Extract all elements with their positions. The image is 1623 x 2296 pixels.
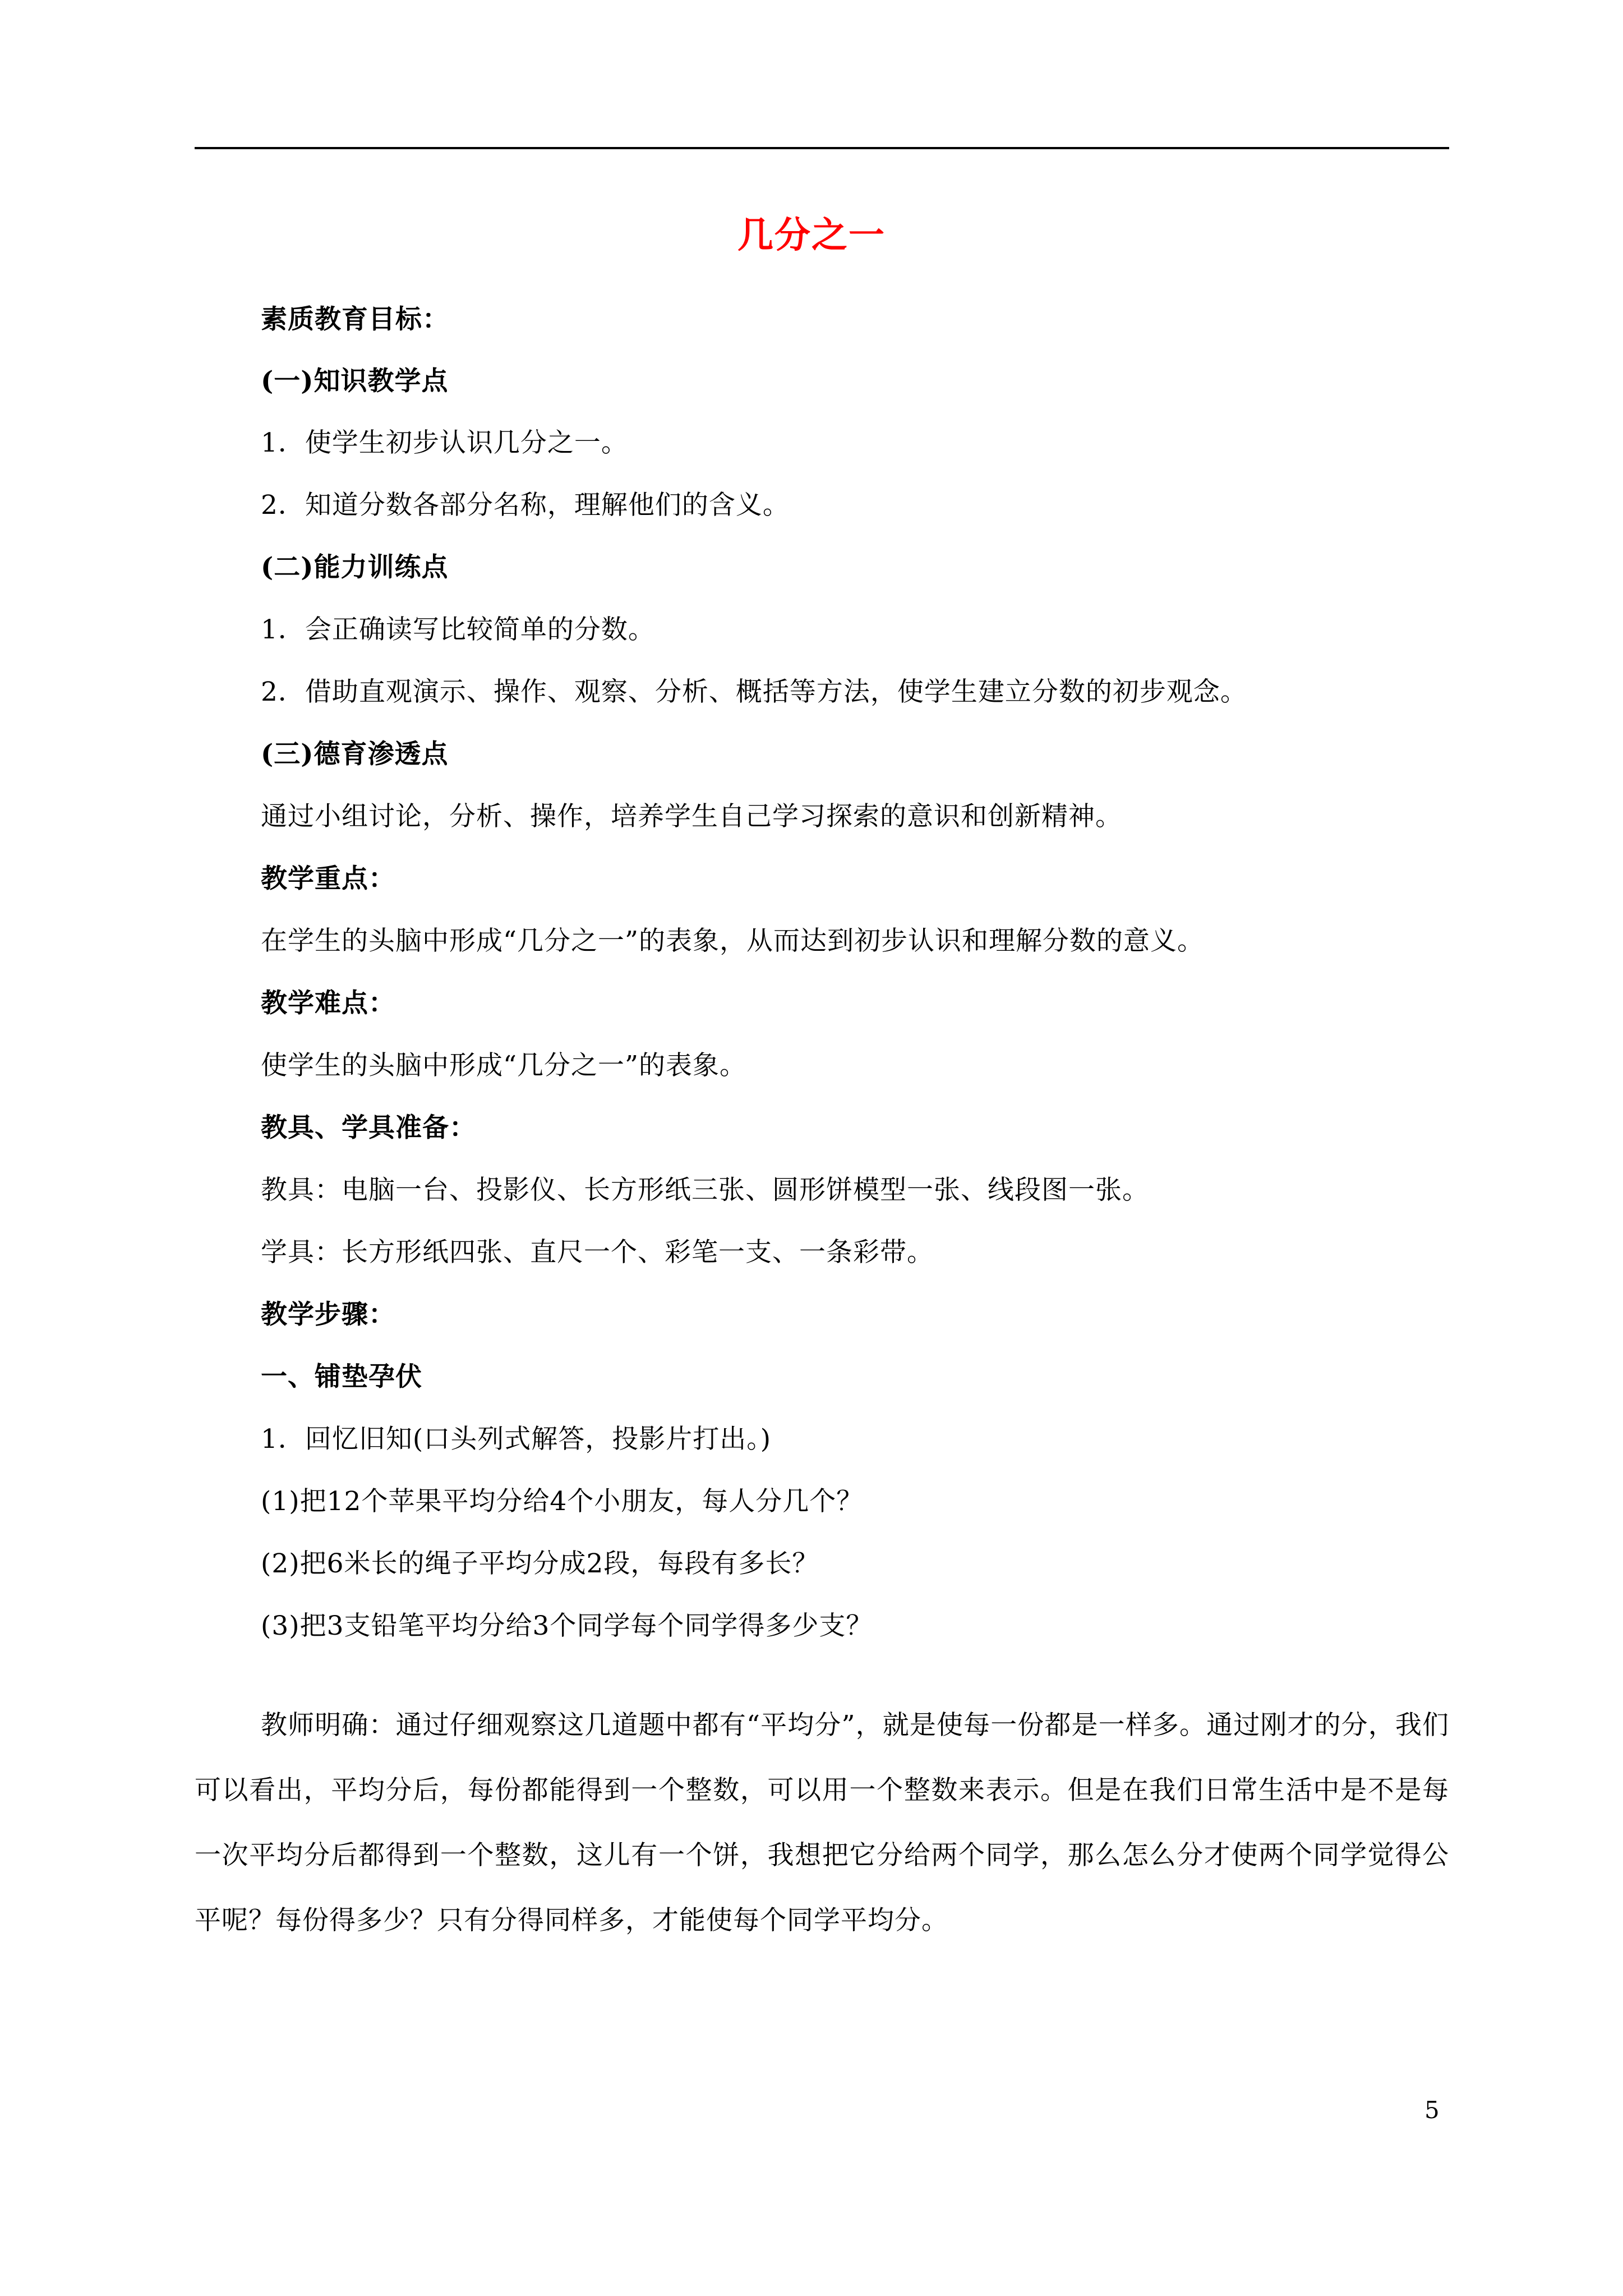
text-line: 2．借助直观演示、操作、观察、分析、概括等方法，使学生建立分数的初步观念。	[261, 677, 1247, 707]
header-rule	[195, 147, 1449, 149]
heading-ability: (二)能力训练点	[261, 552, 449, 583]
page-title: 几分之一	[737, 214, 886, 256]
heading-difficulty: 教学难点：	[261, 988, 395, 1019]
heading-goals: 素质教育目标：	[261, 304, 449, 335]
text-line: (3)把3支铅笔平均分给3个同学每个同学得多少支？	[261, 1611, 873, 1641]
body-paragraph: 教师明确：通过仔细观察这几道题中都有“平均分”，就是使每一份都是一样多。通过刚才的分，我们可以看出，平均分后，每份都能得到一个整数，可以用一个整数来表示。但是在我们日常生活中是不是每一次平均分后都得到一个整数，这儿有一个饼，我想把它分给两个同学，那么怎么分才使两个同学觉得公平呢？每份得多少？只有分得同样多，才能使每个同学平均分。	[195, 1710, 1449, 1936]
text-line: 2．知道分数各部分名称，理解他们的含义。	[261, 490, 790, 521]
heading-materials: 教具、学具准备：	[261, 1112, 476, 1143]
text-line: (1)把12个苹果平均分给4个小朋友，每人分几个？	[261, 1486, 864, 1517]
text-line: 学具：长方形纸四张、直尺一个、彩笔一支、一条彩带。	[261, 1237, 934, 1268]
heading-section-one: 一、铺垫孕伏	[261, 1361, 422, 1392]
text-line: 1．回忆旧知(口头列式解答，投影片打出。)	[261, 1424, 772, 1455]
page-number: 5	[1424, 2096, 1440, 2124]
heading-knowledge: (一)知识教学点	[261, 366, 449, 397]
heading-key-point: 教学重点：	[261, 863, 395, 894]
heading-moral: (三)德育渗透点	[261, 739, 449, 770]
text-line: 1．使学生初步认识几分之一。	[261, 427, 628, 458]
text-line: 教具：电脑一台、投影仪、长方形纸三张、圆形饼模型一张、线段图一张。	[261, 1175, 1149, 1205]
text-line: (2)把6米长的绳子平均分成2段，每段有多长？	[261, 1548, 819, 1579]
heading-steps: 教学步骤：	[261, 1299, 395, 1330]
text-line: 通过小组讨论，分析、操作，培养学生自己学习探索的意识和创新精神。	[261, 801, 1122, 832]
text-line: 1．会正确读写比较简单的分数。	[261, 614, 655, 645]
text-line: 在学生的头脑中形成“几分之一”的表象，从而达到初步认识和理解分数的意义。	[261, 926, 1205, 956]
text-line: 使学生的头脑中形成“几分之一”的表象。	[261, 1050, 747, 1081]
